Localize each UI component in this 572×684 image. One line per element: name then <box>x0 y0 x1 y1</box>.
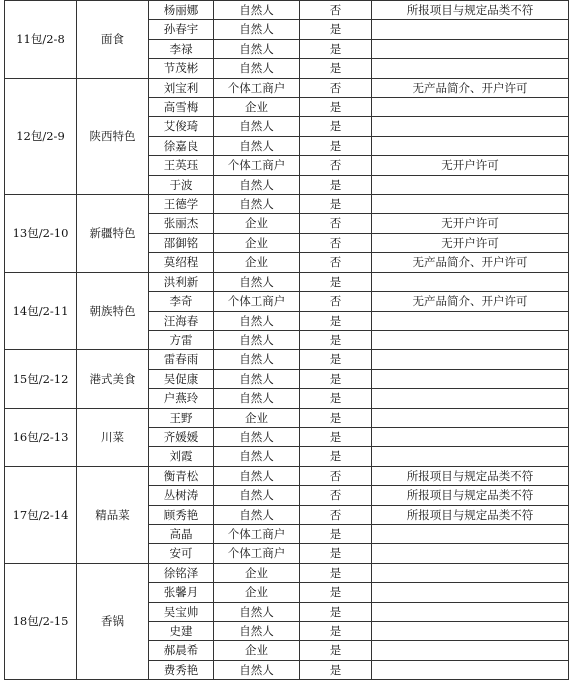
result-cell: 是 <box>300 641 372 660</box>
type-cell: 自然人 <box>214 20 300 39</box>
note-cell <box>372 272 569 291</box>
result-cell: 是 <box>300 20 372 39</box>
note-cell: 无开户许可 <box>372 214 569 233</box>
note-cell <box>372 544 569 563</box>
note-cell: 所报项目与规定品类不符 <box>372 466 569 485</box>
table-row <box>5 78 569 97</box>
name-cell: 高雪梅 <box>149 98 214 117</box>
type-cell: 企业 <box>214 253 300 272</box>
result-cell: 是 <box>300 136 372 155</box>
result-cell: 是 <box>300 59 372 78</box>
note-cell <box>372 59 569 78</box>
note-cell <box>372 20 569 39</box>
result-cell: 是 <box>300 39 372 58</box>
result-cell: 是 <box>300 117 372 136</box>
type-cell: 自然人 <box>214 136 300 155</box>
result-cell: 是 <box>300 602 372 621</box>
result-cell: 是 <box>300 622 372 641</box>
result-cell: 是 <box>300 98 372 117</box>
note-cell <box>372 98 569 117</box>
note-cell <box>372 427 569 446</box>
name-cell: 高晶 <box>149 524 214 543</box>
vendor-review-table <box>4 0 569 680</box>
name-cell: 邵御铭 <box>149 233 214 252</box>
package-cell: 18包/2-15 <box>5 563 77 679</box>
result-cell: 是 <box>300 389 372 408</box>
note-cell: 所报项目与规定品类不符 <box>372 1 569 20</box>
type-cell: 企业 <box>214 583 300 602</box>
type-cell: 自然人 <box>214 660 300 679</box>
note-cell <box>372 583 569 602</box>
package-cell: 15包/2-12 <box>5 350 77 408</box>
name-cell: 杨丽娜 <box>149 1 214 20</box>
name-cell: 王德学 <box>149 195 214 214</box>
name-cell: 张馨月 <box>149 583 214 602</box>
name-cell: 刘霞 <box>149 447 214 466</box>
category-cell: 精品菜 <box>77 466 149 563</box>
table-row <box>5 408 569 427</box>
name-cell: 方雷 <box>149 330 214 349</box>
package-cell: 13包/2-10 <box>5 195 77 273</box>
result-cell: 是 <box>300 583 372 602</box>
type-cell: 个体工商户 <box>214 292 300 311</box>
category-cell: 川菜 <box>77 408 149 466</box>
result-cell: 是 <box>300 544 372 563</box>
result-cell: 否 <box>300 214 372 233</box>
type-cell: 个体工商户 <box>214 156 300 175</box>
type-cell: 自然人 <box>214 447 300 466</box>
note-cell <box>372 330 569 349</box>
result-cell: 否 <box>300 253 372 272</box>
result-cell: 是 <box>300 447 372 466</box>
type-cell: 自然人 <box>214 117 300 136</box>
result-cell: 是 <box>300 311 372 330</box>
note-cell: 所报项目与规定品类不符 <box>372 486 569 505</box>
result-cell: 是 <box>300 660 372 679</box>
name-cell: 洪利新 <box>149 272 214 291</box>
result-cell: 是 <box>300 563 372 582</box>
note-cell <box>372 136 569 155</box>
table-body <box>5 1 569 680</box>
type-cell: 个体工商户 <box>214 78 300 97</box>
result-cell: 是 <box>300 369 372 388</box>
result-cell: 是 <box>300 195 372 214</box>
name-cell: 吴宝帅 <box>149 602 214 621</box>
table-row <box>5 350 569 369</box>
category-cell: 香锅 <box>77 563 149 679</box>
name-cell: 汪海春 <box>149 311 214 330</box>
note-cell <box>372 369 569 388</box>
category-cell: 面食 <box>77 1 149 79</box>
note-cell: 无开户许可 <box>372 156 569 175</box>
type-cell: 自然人 <box>214 505 300 524</box>
result-cell: 是 <box>300 330 372 349</box>
type-cell: 个体工商户 <box>214 524 300 543</box>
note-cell: 无产品简介、开户许可 <box>372 292 569 311</box>
name-cell: 衡青松 <box>149 466 214 485</box>
type-cell: 企业 <box>214 214 300 233</box>
name-cell: 户燕玲 <box>149 389 214 408</box>
package-cell: 14包/2-11 <box>5 272 77 350</box>
note-cell <box>372 447 569 466</box>
note-cell <box>372 117 569 136</box>
note-cell <box>372 311 569 330</box>
name-cell: 史建 <box>149 622 214 641</box>
type-cell: 企业 <box>214 641 300 660</box>
result-cell: 否 <box>300 1 372 20</box>
note-cell <box>372 602 569 621</box>
name-cell: 于波 <box>149 175 214 194</box>
name-cell: 王英珏 <box>149 156 214 175</box>
name-cell: 吴促康 <box>149 369 214 388</box>
note-cell <box>372 175 569 194</box>
type-cell: 自然人 <box>214 39 300 58</box>
name-cell: 丛树涛 <box>149 486 214 505</box>
note-cell <box>372 563 569 582</box>
table-row <box>5 195 569 214</box>
name-cell: 孙春宇 <box>149 20 214 39</box>
name-cell: 莫绍程 <box>149 253 214 272</box>
note-cell <box>372 524 569 543</box>
result-cell: 否 <box>300 78 372 97</box>
result-cell: 是 <box>300 408 372 427</box>
note-cell <box>372 350 569 369</box>
note-cell <box>372 408 569 427</box>
table-row <box>5 563 569 582</box>
result-cell: 是 <box>300 272 372 291</box>
name-cell: 刘宝利 <box>149 78 214 97</box>
type-cell: 企业 <box>214 408 300 427</box>
type-cell: 自然人 <box>214 311 300 330</box>
type-cell: 自然人 <box>214 195 300 214</box>
name-cell: 费秀艳 <box>149 660 214 679</box>
type-cell: 企业 <box>214 98 300 117</box>
type-cell: 自然人 <box>214 1 300 20</box>
type-cell: 自然人 <box>214 369 300 388</box>
note-cell <box>372 622 569 641</box>
result-cell: 否 <box>300 156 372 175</box>
result-cell: 否 <box>300 505 372 524</box>
result-cell: 是 <box>300 350 372 369</box>
name-cell: 齐媛媛 <box>149 427 214 446</box>
package-cell: 11包/2-8 <box>5 1 77 79</box>
result-cell: 否 <box>300 233 372 252</box>
category-cell: 陕西特色 <box>77 78 149 194</box>
name-cell: 徐嘉良 <box>149 136 214 155</box>
type-cell: 自然人 <box>214 389 300 408</box>
type-cell: 企业 <box>214 233 300 252</box>
result-cell: 否 <box>300 292 372 311</box>
type-cell: 个体工商户 <box>214 544 300 563</box>
name-cell: 郝晨希 <box>149 641 214 660</box>
type-cell: 自然人 <box>214 427 300 446</box>
note-cell: 无产品简介、开户许可 <box>372 253 569 272</box>
name-cell: 张丽杰 <box>149 214 214 233</box>
type-cell: 企业 <box>214 563 300 582</box>
type-cell: 自然人 <box>214 272 300 291</box>
package-cell: 12包/2-9 <box>5 78 77 194</box>
note-cell: 无开户许可 <box>372 233 569 252</box>
category-cell: 新疆特色 <box>77 195 149 273</box>
result-cell: 否 <box>300 486 372 505</box>
table-row <box>5 466 569 485</box>
type-cell: 自然人 <box>214 59 300 78</box>
type-cell: 自然人 <box>214 350 300 369</box>
type-cell: 自然人 <box>214 330 300 349</box>
note-cell: 无产品简介、开户许可 <box>372 78 569 97</box>
type-cell: 自然人 <box>214 622 300 641</box>
note-cell <box>372 195 569 214</box>
name-cell: 李禄 <box>149 39 214 58</box>
category-cell: 朝族特色 <box>77 272 149 350</box>
name-cell: 顾秀艳 <box>149 505 214 524</box>
table-row <box>5 272 569 291</box>
result-cell: 是 <box>300 175 372 194</box>
result-cell: 是 <box>300 427 372 446</box>
name-cell: 李奇 <box>149 292 214 311</box>
category-cell: 港式美食 <box>77 350 149 408</box>
name-cell: 王野 <box>149 408 214 427</box>
note-cell <box>372 39 569 58</box>
result-cell: 否 <box>300 466 372 485</box>
type-cell: 自然人 <box>214 602 300 621</box>
name-cell: 艾俊琦 <box>149 117 214 136</box>
name-cell: 雷春雨 <box>149 350 214 369</box>
result-cell: 是 <box>300 524 372 543</box>
name-cell: 节茂彬 <box>149 59 214 78</box>
note-cell <box>372 660 569 679</box>
note-cell <box>372 389 569 408</box>
name-cell: 安可 <box>149 544 214 563</box>
package-cell: 16包/2-13 <box>5 408 77 466</box>
name-cell: 徐铭泽 <box>149 563 214 582</box>
package-cell: 17包/2-14 <box>5 466 77 563</box>
type-cell: 自然人 <box>214 175 300 194</box>
table-row <box>5 1 569 20</box>
note-cell: 所报项目与规定品类不符 <box>372 505 569 524</box>
type-cell: 自然人 <box>214 486 300 505</box>
note-cell <box>372 641 569 660</box>
type-cell: 自然人 <box>214 466 300 485</box>
